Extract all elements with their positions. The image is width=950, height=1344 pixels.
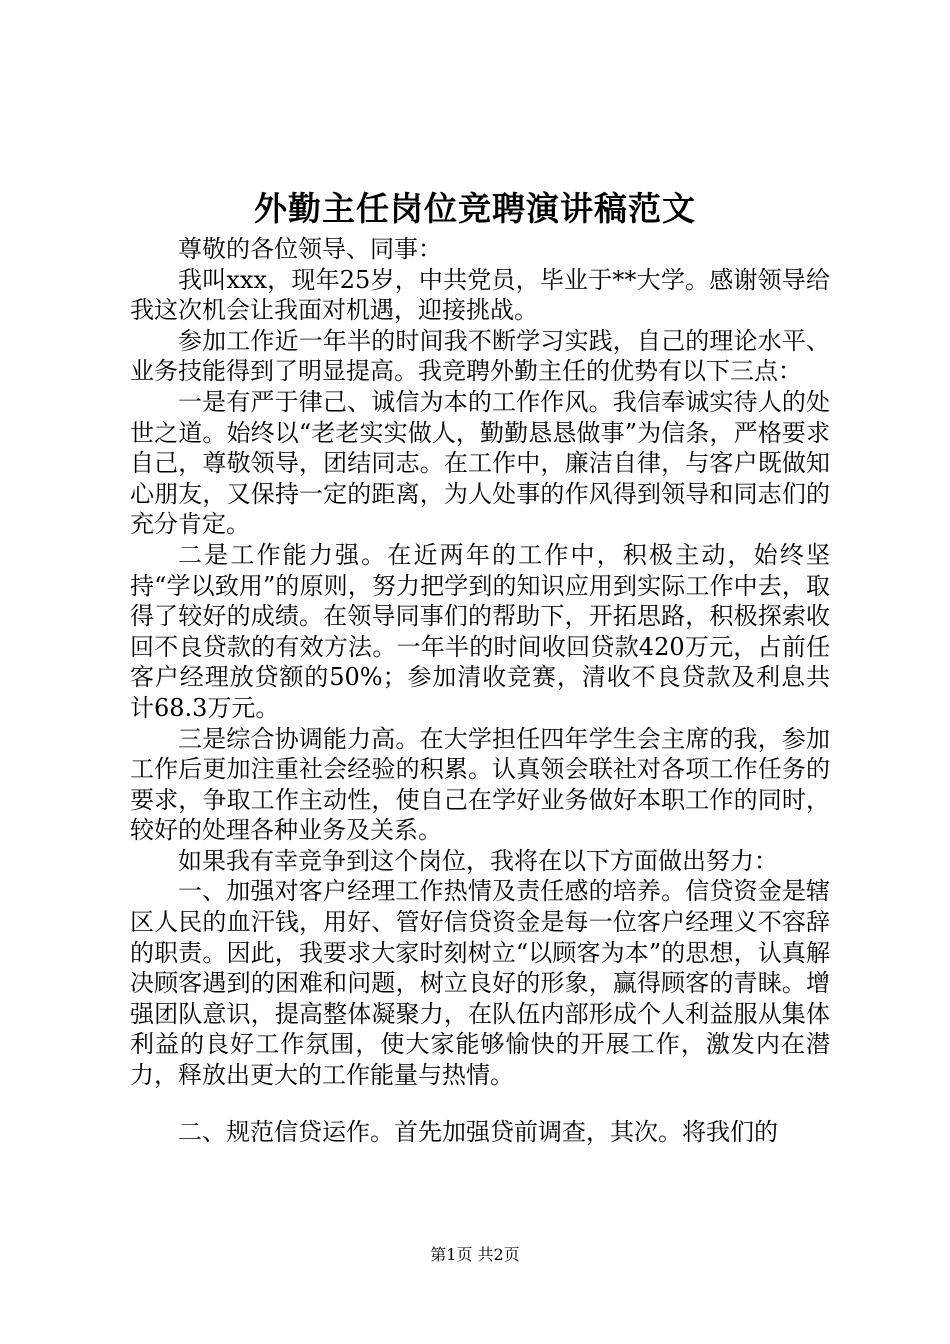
page-footer: 第1页 共2页 (430, 1245, 520, 1264)
document-title: 外勤主任岗位竞聘演讲稿范文 (254, 189, 696, 228)
advantages-intro-paragraph: 参加工作近一年半的时间我不断学习实践，自己的理论水平、业务技能得到了明显提高。我竞聘外勤主任的优势有以下三点： (130, 326, 830, 386)
salutation-paragraph: 尊敬的各位领导、同事： (178, 235, 442, 263)
advantage-one-paragraph: 一是有严于律己、诚信为本的工作作风。我信奉诚实待人的处世之道。始终以“老老实实做人，勤勤恳恳做事”为信条，严格要求自己，尊敬领导，团结同志。在工作中，廉洁自律，与客户既做知心朋友，又保持一定的距离，为人处事的作风得到领导和同志们的充分肯定。 (130, 387, 830, 539)
advantage-two-paragraph: 二是工作能力强。在近两年的工作中，积极主动，始终坚持“学以致用”的原则，努力把学到的知识应用到实际工作中去，取得了较好的成绩。在领导同事们的帮助下，开拓思路，积极探索收回不良贷款的有效方法。一年半的时间收回贷款420万元，占前任客户经理放贷额的50%；参加清收竞赛，清收不良贷款及利息共计68.3万元。 (130, 540, 830, 722)
effort-one-paragraph: 一、加强对客户经理工作热情及责任感的培养。信贷资金是辖区人民的血汗钱，用好、管好信贷资金是每一位客户经理义不容辞的职责。因此，我要求大家时刻树立“以顾客为本”的思想，认真解决顾客遇到的困难和问题，树立良好的形象，赢得顾客的青睐。增强团队意识，提高整体凝聚力，在队伍内部形成个人利益服从集体利益的良好工作氛围，使大家能够愉快的开展工作，激发内在潜力，释放出更大的工作能量与热情。 (130, 877, 830, 1090)
document-body (130, 234, 830, 1147)
efforts-intro-paragraph: 如果我有幸竞争到这个岗位，我将在以下方面做出努力： (178, 846, 778, 875)
intro-paragraph: 我叫xxx，现年25岁，中共党员，毕业于**大学。感谢领导给我这次机会让我面对机遇，迎接挑战。 (130, 265, 830, 325)
advantage-three-paragraph: 三是综合协调能力高。在大学担任四年学生会主席的我，参加工作后更加注重社会经验的积累。认真领会联社对各项工作任务的要求，争取工作主动性，使自己在学好业务做好本职工作的同时，较好的处理各种业务及关系。 (130, 724, 830, 845)
effort-two-paragraph: 二、规范信贷运作。首先加强贷前调查，其次。将我们的 (178, 1117, 778, 1146)
